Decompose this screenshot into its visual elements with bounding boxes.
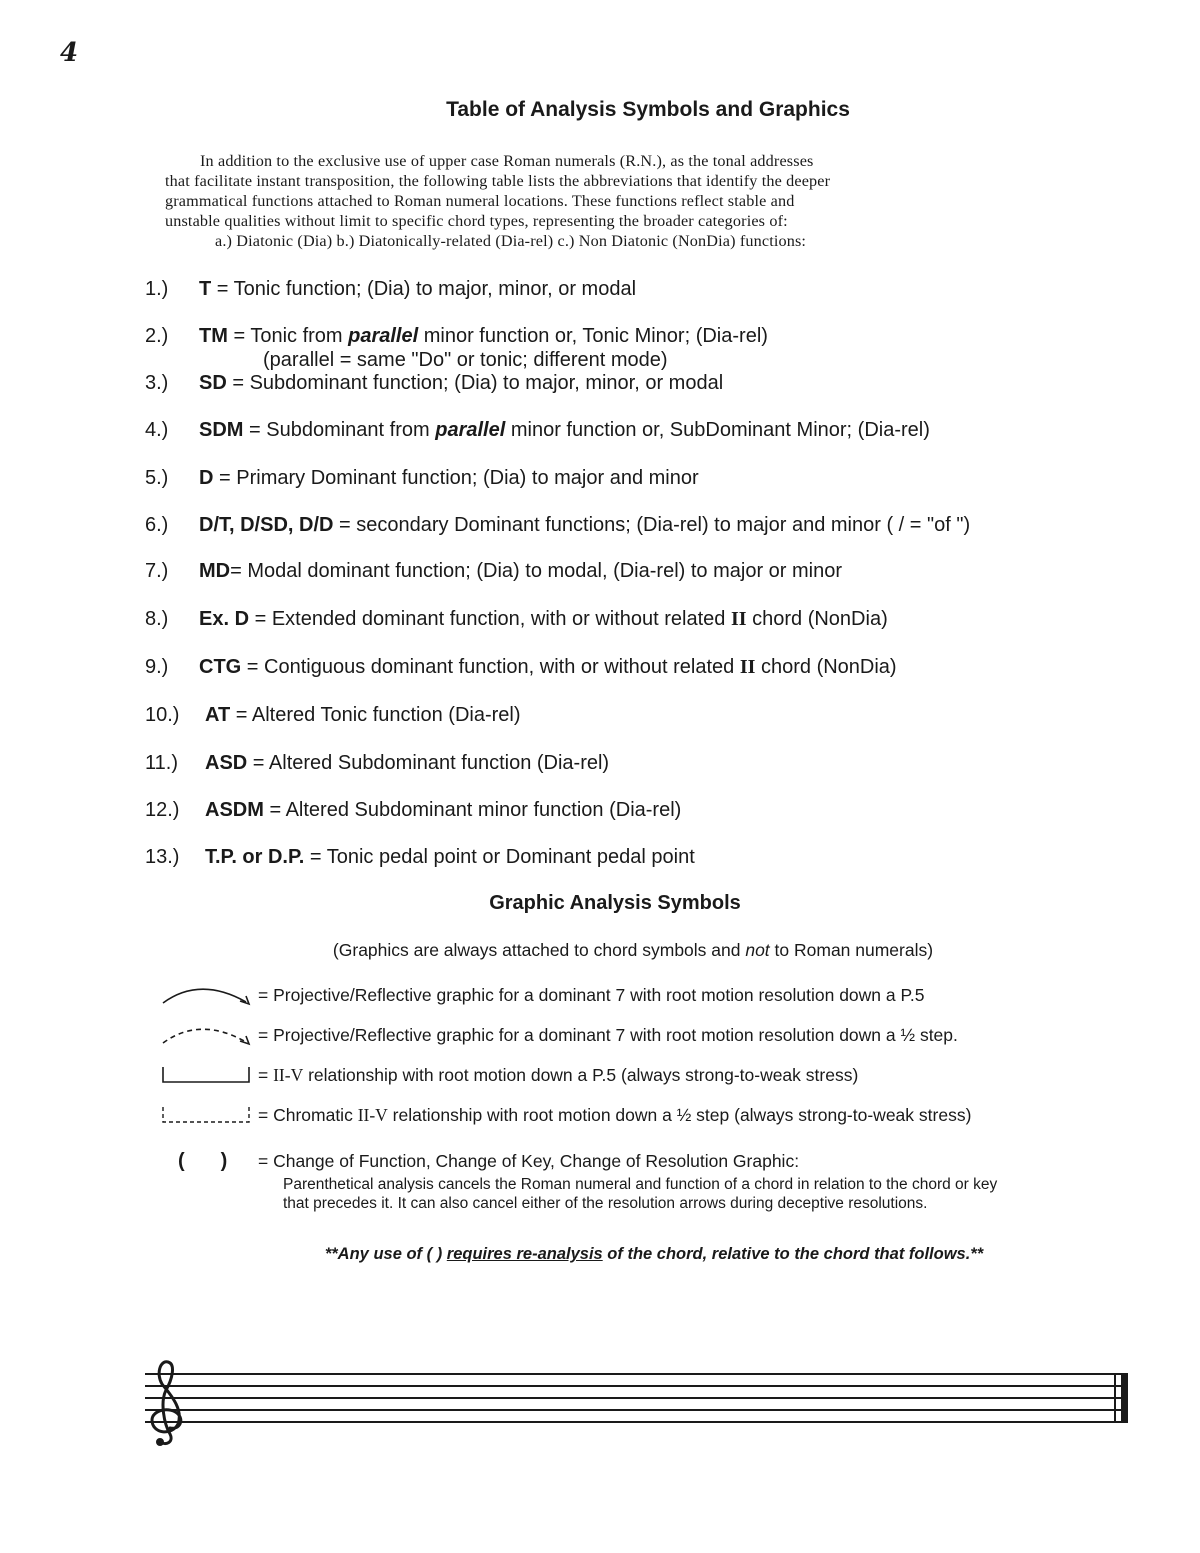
roman-numeral: II [739, 656, 756, 678]
item-number: 2.) [145, 325, 169, 347]
item-term: SD [199, 372, 227, 394]
item-emphasis: parallel [348, 325, 419, 347]
parentheses-graphic [178, 1150, 227, 1173]
item-number: 5.) [145, 467, 169, 489]
open-paren: ( [178, 1150, 185, 1172]
item-number: 13.) [145, 846, 180, 868]
item-term: T [199, 278, 212, 300]
roman-numeral: II-V [273, 1065, 304, 1085]
item-number: 1.) [145, 278, 169, 300]
item-number: 3.) [145, 372, 169, 394]
list-item [145, 559, 842, 583]
item-text: chord (NonDia) [746, 608, 888, 630]
item-number: 11.) [145, 752, 178, 774]
item-term: CTG [199, 656, 242, 678]
warning-text: of the chord, relative to the chord that follows.** [602, 1245, 984, 1263]
note-text: to Roman numerals) [769, 940, 934, 960]
roman-numeral: II-V [357, 1105, 388, 1125]
item-term: D/T, D/SD, D/D [199, 514, 334, 536]
intro-line: unstable qualities without limit to specific chord types, representing the broader categories of: [165, 212, 788, 230]
item-term: D [199, 467, 214, 489]
warning-note [0, 1245, 1200, 1264]
list-item [145, 703, 521, 727]
item-number: 9.) [145, 656, 169, 678]
page-title: Table of Analysis Symbols and Graphics [446, 98, 850, 121]
graphic-description [258, 1065, 858, 1086]
item-text: = Altered Subdominant minor function (Dia-rel) [263, 799, 682, 821]
item-text: = Altered Tonic function (Dia-rel) [230, 704, 521, 726]
item-text: = Tonic pedal point or Dominant pedal point [304, 846, 695, 868]
roman-numeral: II [730, 608, 747, 630]
list-item [145, 418, 930, 442]
list-item [145, 277, 636, 301]
graphic-text: relationship with root motion down a ½ step (always strong-to-weak stress) [387, 1105, 972, 1125]
item-text: = Primary Dominant function; (Dia) to major and minor [213, 467, 699, 489]
item-text: = Contiguous dominant function, with or without related [241, 656, 740, 678]
item-term: SDM [199, 419, 244, 441]
list-item [145, 371, 723, 395]
graphic-text: = Chromatic [258, 1105, 358, 1125]
solid-bracket-icon [160, 1064, 255, 1086]
list-item [145, 655, 897, 679]
change-of-function-description [283, 1175, 997, 1213]
section-title: Graphic Analysis Symbols [489, 892, 741, 914]
intro-line: In addition to the exclusive use of upper case Roman numerals (R.N.), as the tonal addresses [200, 152, 814, 170]
change-of-function-title: = Change of Function, Change of Key, Change of Resolution Graphic: [258, 1151, 800, 1171]
staff-lines [145, 1374, 1128, 1422]
dashed-bracket-icon [160, 1104, 255, 1126]
item-emphasis: parallel [435, 419, 506, 441]
list-item [145, 798, 681, 822]
description-line: Parenthetical analysis cancels the Roman numeral and function of a chord in relation to the chord or key [283, 1176, 998, 1193]
warning-underlined: requires re-analysis [446, 1245, 603, 1263]
music-staff [0, 1350, 1200, 1450]
item-subnote: (parallel = same "Do" or tonic; different mode) [263, 349, 668, 371]
intro-paragraph [165, 151, 1045, 251]
item-text: chord (NonDia) [755, 656, 897, 678]
item-term: AT [205, 704, 231, 726]
list-item [145, 324, 768, 371]
graphics-note [0, 940, 1200, 961]
warning-text: **Any use of ( ) [324, 1245, 447, 1263]
item-text: minor function or, SubDominant Minor; (Dia-rel) [505, 419, 930, 441]
item-number: 12.) [145, 799, 180, 821]
item-number: 7.) [145, 560, 169, 582]
item-text: = Subdominant from [243, 419, 436, 441]
list-item [145, 513, 970, 537]
item-text: = Modal dominant function; (Dia) to modal, (Dia-rel) to major or minor [230, 560, 843, 582]
graphic-text: relationship with root motion down a P.5 (always strong-to-weak stress) [303, 1065, 859, 1085]
solid-arc-arrow-icon [160, 982, 255, 1008]
note-text: (Graphics are always attached to chord symbols and [332, 940, 746, 960]
intro-categories-line: a.) Diatonic (Dia) b.) Diatonically-related (Dia-rel) c.) Non Diatonic (NonDia) functions: [215, 232, 807, 250]
graphic-description [258, 1105, 971, 1126]
item-text: = Tonic from [227, 325, 349, 347]
item-term: T.P. or D.P. [205, 846, 305, 868]
graphic-text: = [258, 1065, 274, 1085]
list-item [145, 466, 699, 490]
item-text: = Extended dominant function, with or without related [249, 608, 731, 630]
item-term: ASDM [205, 799, 264, 821]
list-item [145, 607, 888, 631]
note-emphasis: not [745, 940, 770, 960]
description-line: that precedes it. It can also cancel either of the resolution arrows during deceptive resolutions. [283, 1195, 928, 1212]
item-term: MD [199, 560, 231, 582]
item-number: 6.) [145, 514, 169, 536]
item-number: 10.) [145, 704, 180, 726]
graphic-description: = Projective/Reflective graphic for a dominant 7 with root motion resolution down a ½ step. [258, 1025, 958, 1045]
page-number: 4 [60, 38, 79, 68]
list-item [145, 751, 609, 775]
item-text: minor function or, Tonic Minor; (Dia-rel) [418, 325, 768, 347]
item-term: Ex. D [199, 608, 250, 630]
item-text: = Tonic function; (Dia) to major, minor, or modal [211, 278, 637, 300]
close-paren: ) [220, 1150, 228, 1172]
dashed-arc-arrow-icon [160, 1022, 255, 1048]
intro-line: that facilitate instant transposition, the following table lists the abbreviations that identify the deeper [165, 172, 831, 190]
item-text: = Subdominant function; (Dia) to major, minor, or modal [226, 372, 724, 394]
graphic-description: = Projective/Reflective graphic for a dominant 7 with root motion resolution down a P.5 [258, 985, 925, 1005]
item-number: 4.) [145, 419, 169, 441]
item-text: = secondary Dominant functions; (Dia-rel) to major and minor ( / = "of ") [333, 514, 971, 536]
item-text: = Altered Subdominant function (Dia-rel) [247, 752, 610, 774]
item-term: TM [199, 325, 228, 347]
list-item [145, 845, 695, 869]
item-term: ASD [205, 752, 248, 774]
item-number: 8.) [145, 608, 169, 630]
intro-line: grammatical functions attached to Roman numeral locations. These functions reflect stable and [165, 192, 795, 210]
